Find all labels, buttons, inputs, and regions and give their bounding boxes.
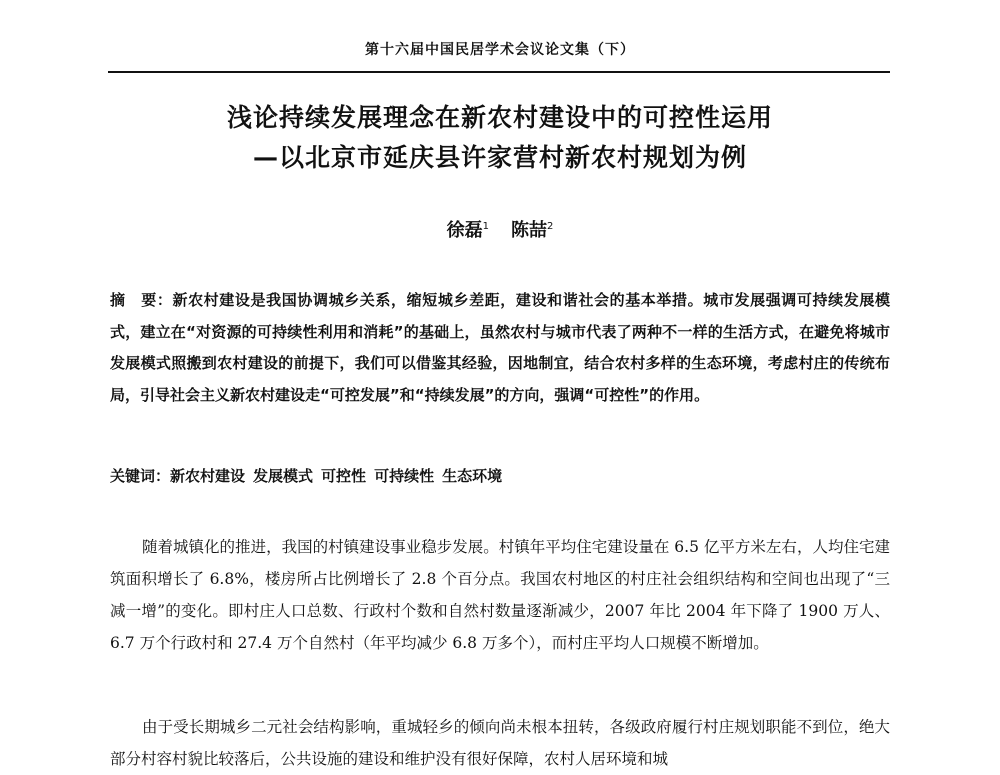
abstract-label: 摘 要： — [110, 291, 173, 309]
author-2 — [511, 212, 553, 246]
keywords — [110, 462, 890, 490]
keyword: 发展模式 — [253, 467, 314, 485]
author-name: 陈喆 — [511, 220, 547, 241]
author-1 — [447, 212, 489, 246]
body-paragraph: 随着城镇化的推进，我国的村镇建设事业稳步发展。村镇年平均住宅建设量在 6.5 亿平方米左右，人均住宅建筑面积增长了 6.8%，楼房所占比例增长了 2.8 个百分点。我国农村地区的村庄社会组织结构和空间也出现了“三减一增”的变化。即村庄人口总数、行政村个数和自然村数量逐渐减少，2007 年比 2004 年下降了 1900 万人、6.7 万个行政村和 27.4 万个自然村（年平均减少 6.8 万多个），而村庄平均人口规模不断增加。 — [110, 538, 890, 652]
author-list — [110, 212, 890, 246]
running-header: 第十六届中国民居学术会议论文集（下） — [365, 42, 635, 58]
keyword: 新农村建设 — [170, 467, 246, 485]
paper-subtitle: —以北京市延庆县许家营村新农村规划为例 — [252, 143, 747, 172]
body-paragraph: 由于受长期城乡二元社会结构影响，重城轻乡的倾向尚未根本扭转，各级政府履行村庄规划职能不到位，绝大部分村容村貌比较落后，公共设施的建设和维护没有很好保障，农村人居环境和城 — [110, 718, 890, 768]
author-affiliation-mark: 1 — [482, 221, 489, 232]
abstract — [110, 285, 890, 411]
keyword: 可控性 — [321, 467, 367, 485]
author-name: 徐磊 — [446, 220, 483, 241]
author-affiliation-mark: 2 — [547, 221, 554, 232]
keywords-label: 关键词： — [110, 467, 171, 485]
keyword: 生态环境 — [442, 467, 503, 485]
paper-title: 浅论持续发展理念在新农村建设中的可控性运用 — [226, 103, 773, 132]
abstract-text: 新农村建设是我国协调城乡关系，缩短城乡差距，建设和谐社会的基本举措。城市发展强调可持续发展模式，建立在“对资源的可持续性利用和消耗”的基础上，虽然农村与城市代表了两种不一样的生活方式，在避免将城市发展模式照搬到农村建设的前提下，我们可以借鉴其经验，因地制宜，结合农村多样的生态环境，考虑村庄的传统布局，引导社会主义新农村建设走“可控发展”和“持续发展”的方向，强调“可控性”的作用。 — [110, 291, 890, 404]
header-rule — [108, 71, 890, 73]
keyword: 可持续性 — [374, 467, 435, 485]
